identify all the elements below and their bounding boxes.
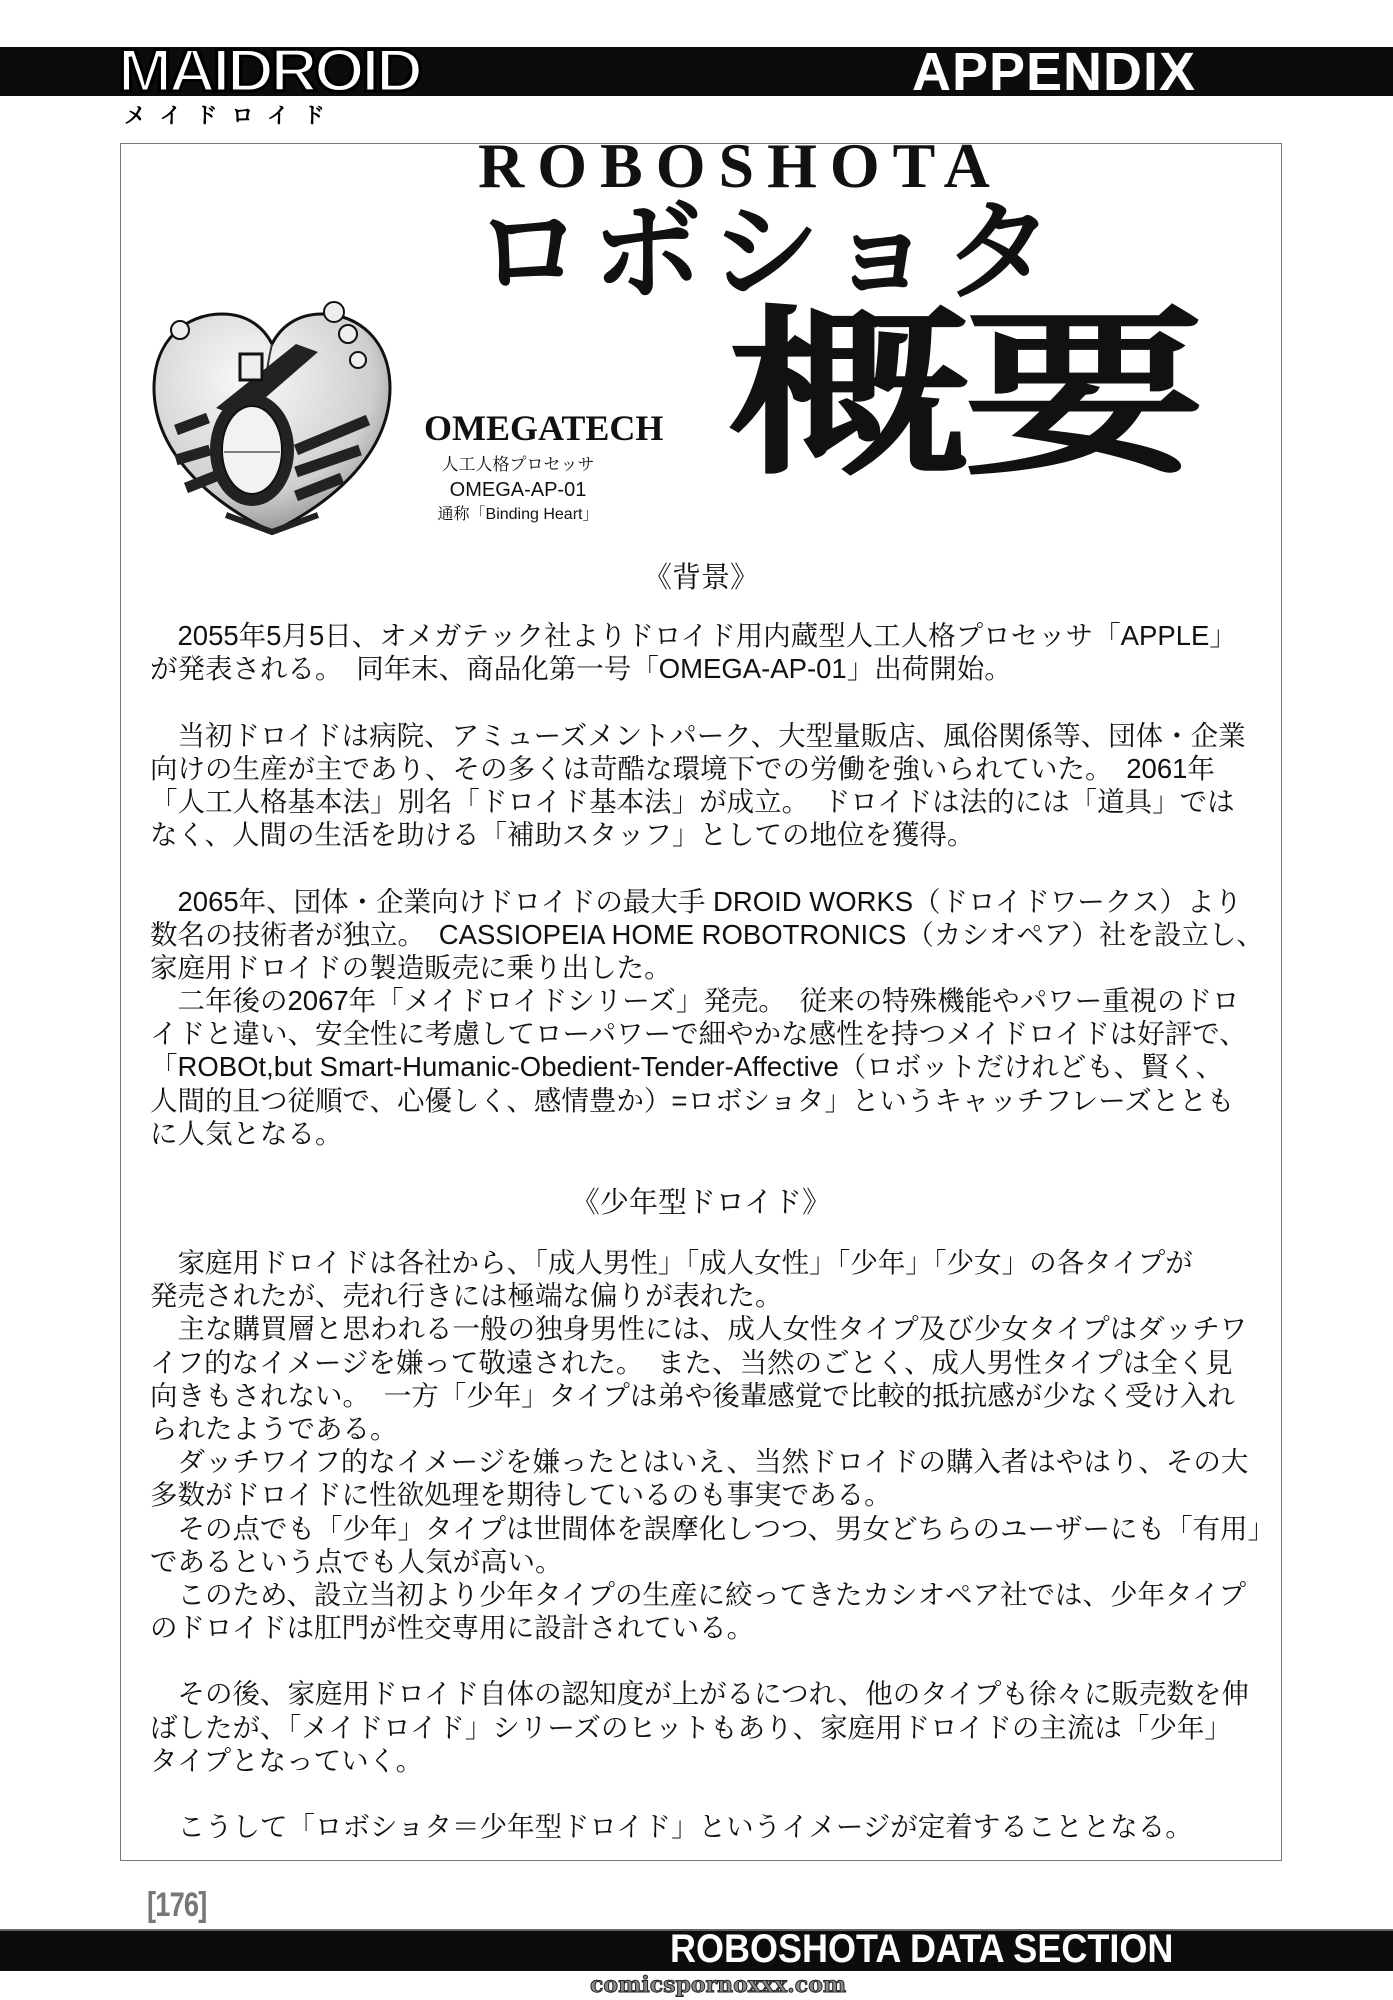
blank-line <box>150 1644 1270 1677</box>
logo-text: MAIDROID <box>118 37 420 104</box>
text-line: 多数がドロイドに性欲処理を期待しているのも事実である。 <box>150 1479 892 1511</box>
blank-line <box>150 1777 1270 1810</box>
text-line: ばしたが、「メイドロイド」シリーズのヒットもあり、家庭用ドロイドの主流は「少年」 <box>150 1711 1232 1743</box>
text-line: ダッチワイフ的なイメージを嫌ったとはいえ、当然ドロイドの購入者はやはり、その大 <box>150 1446 1249 1478</box>
blank-line <box>150 851 1270 884</box>
maker-name: OMEGATECH <box>424 408 664 448</box>
blank-line <box>150 685 1270 718</box>
text-line: 家庭用ドロイドの製造販売に乗り出した。 <box>150 951 672 983</box>
boy-droid-text <box>150 1246 1276 1843</box>
section-heading-background: 《背景》 <box>642 560 759 594</box>
text-line: 人間的且つ従順で、心優しく、感情豊か）=ロボショタ」というキャッチフレーズととも <box>150 1084 1235 1116</box>
text-line: このため、設立当初より少年タイプの生産に絞ってきたカシオペア社では、少年タイプ <box>150 1578 1247 1610</box>
text-line: タイプとなっていく。 <box>150 1744 424 1776</box>
text-line: 家庭用ドロイドは各社から、「成人男性」「成人女性」「少年」「少女」の各タイプが <box>150 1247 1193 1278</box>
watermark: comicspornoxxx.com <box>590 1972 847 1998</box>
text-line: 2055年5月5日、オメガテック社よりドロイド用内蔵型人工人格プロセッサ「APPLE」 <box>150 620 1237 651</box>
title-kanji: 概要 <box>728 291 1198 500</box>
text-line: 2065年、団体・企業向けドロイドの最大手 DROID WORKS（ドロイドワークス）より <box>150 885 1243 917</box>
text-line: 当初ドロイドは病院、アミューズメントパーク、大型量販店、風俗関係等、団体・企業 <box>150 719 1246 751</box>
text-line: 二年後の2067年「メイドロイドシリーズ」発売。 従来の特殊機能やパワー重視のドロ <box>150 985 1240 1017</box>
text-line: が発表される。 同年末、商品化第一号「OMEGA-AP-01」出荷開始。 <box>150 653 1012 685</box>
text-line: その点でも「少年」タイプは世間体を誤摩化しつつ、男女どちらのユーザーにも「有用」 <box>150 1512 1276 1544</box>
text-line: イフ的なイメージを嫌って敬遠された。 また、当然のごとく、成人男性タイプは全く見 <box>150 1346 1233 1378</box>
text-line: 「ROBOt,but Smart-Humanic-Obedient-Tender-Affective（ロボットだけれども、賢く、 <box>150 1051 1224 1083</box>
text-line: 主な購買層と思われる一般の独身男性には、成人女性タイプ及び少女タイプはダッチワ <box>150 1313 1248 1345</box>
text-line: 発売されたが、売れ行きには極端な偏りが表れた。 <box>150 1280 783 1312</box>
text-line: イドと違い、安全性に考慮してローパワーで細やかな感性を持つメイドロイドは好評で、 <box>150 1018 1247 1050</box>
text-line: のドロイドは肛門が性交専用に設計されている。 <box>150 1612 755 1644</box>
footer-section-label: ROBOSHOTA DATA SECTION <box>670 1927 1174 1971</box>
section-heading-boy-droid: 《少年型ドロイド》 <box>570 1185 832 1219</box>
title-katakana: ロボショタ <box>474 188 1062 316</box>
text-line: 向きもされない。 一方「少年」タイプは弟や後輩感覚で比較的抵抗感が少なく受け入れ <box>150 1379 1235 1411</box>
background-text <box>150 619 1270 1150</box>
product-type: 人工人格プロセッサ <box>441 455 595 474</box>
text-line: に人気となる。 <box>150 1117 343 1149</box>
text-line: その後、家庭用ドロイド自体の認知度が上がるにつれ、他のタイプも徐々に販売数を伸 <box>150 1678 1249 1710</box>
title-english: ROBOSHOTA <box>478 130 1003 201</box>
text-line: られたようである。 <box>150 1412 398 1444</box>
text-line: 「人工人格基本法」別名「ドロイド基本法」が成立。 ドロイドは法的には「道具」では <box>150 785 1235 817</box>
logo-subtext: メイドロイド <box>124 104 339 129</box>
text-line: 向けの生産が主であり、その多くは苛酷な環境下での労働を強いられていた。 2061年 <box>150 752 1215 784</box>
maidroid-logo <box>118 37 458 132</box>
text-line: であるという点でも人気が高い。 <box>150 1545 563 1577</box>
text-line: 数名の技術者が独立。 CASSIOPEIA HOME ROBOTRONICS（カシオペア）社を設立し、 <box>150 918 1264 950</box>
page-number: [176] <box>147 1886 207 1924</box>
binding-heart-illustration <box>146 300 398 540</box>
section-title: APPENDIX <box>912 42 1197 102</box>
product-nickname: 通称「Binding Heart」 <box>437 506 599 523</box>
text-line: なく、人間の生活を助ける「補助スタッフ」としての地位を獲得。 <box>150 819 975 851</box>
product-model: OMEGA-AP-01 <box>449 479 587 501</box>
text-line: こうして「ロボショタ＝少年型ドロイド」というイメージが定着することとなる。 <box>150 1811 1193 1843</box>
